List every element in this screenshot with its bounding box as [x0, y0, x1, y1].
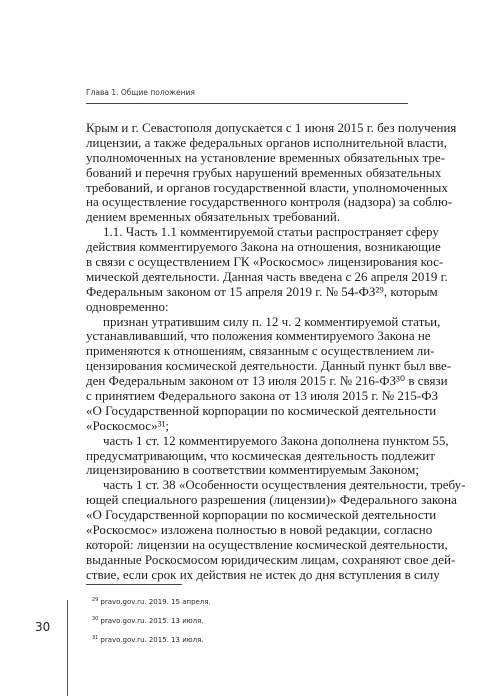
- text-line: Федеральным законом от 15 апреля 2019 г. № 54-ФЗ²⁹, которым: [86, 283, 438, 299]
- text-line: на осуществление государственного контроля (надзора) за соблю-: [86, 194, 453, 210]
- text-line: Крым и г. Севастополя допускается с 1 июня 2015 г. без получения: [86, 120, 457, 135]
- footnote-text: pravo.gov.ru. 2015. 13 июля.: [100, 636, 204, 644]
- text-line: «Роскосмос»³¹;: [86, 417, 169, 433]
- text-line: выданные Роскосмосом юридическим лицам, сохраняют свое дей-: [86, 551, 456, 567]
- text-line: которой: лицензии на осуществление космической деятельности,: [86, 536, 448, 552]
- text-line: лицензии, а также федеральных органов исполнительной власти,: [86, 134, 447, 150]
- footnote-number: 29: [92, 597, 99, 603]
- text-line: «Роскосмос» изложена полностью в новой редакции, согласно: [86, 522, 433, 538]
- page-number: 30: [35, 620, 51, 634]
- text-line: бований и перечня грубых нарушений временных обязательных: [86, 164, 442, 180]
- text-line: в связи с осуществлением ГК «Роскосмос» лицензирования кос-: [86, 254, 444, 270]
- text-line: ющей специального разрешения (лицензии)» Федерального закона: [86, 492, 457, 508]
- text-line: предусматривающим, что космическая деятельность подлежит: [86, 447, 435, 463]
- footnote-text: pravo.gov.ru. 2019. 15 апреля.: [100, 598, 211, 606]
- header-divider: [86, 103, 408, 104]
- text-line: устанавливавший, что положения комментируемого Закона не: [86, 328, 431, 344]
- body-text: [86, 120, 466, 583]
- text-line: часть 1 ст. 12 комментируемого Закона дополнена пунктом 55,: [103, 432, 449, 448]
- footnote-text: pravo.gov.ru. 2015. 13 июля.: [100, 617, 204, 625]
- footnote: [86, 632, 211, 651]
- text-line: «О Государственной корпорации по космической деятельности: [86, 507, 437, 523]
- text-line: цензирования космической деятельности. Данный пункт был вве-: [86, 358, 452, 374]
- text-line: действия комментируемого Закона на отношения, возникающие: [86, 239, 441, 255]
- running-header: Глава 1. Общие положения: [86, 88, 195, 97]
- margin-rule: [67, 600, 68, 696]
- text-line: применяются к отношениям, связанным с осуществлением ли-: [86, 343, 435, 359]
- footnote-number: 30: [92, 616, 99, 622]
- footnote: [86, 594, 211, 613]
- footnote-divider: [86, 584, 182, 585]
- text-line: часть 1 ст. 38 «Особенности осуществления деятельности, требу-: [103, 477, 466, 493]
- footnote-number: 31: [92, 635, 99, 641]
- text-line: уполномоченных на установление временных обязательных тре-: [86, 149, 445, 165]
- footnotes: [86, 594, 211, 651]
- text-line: признан утратившим силу п. 12 ч. 2 комментируемой статьи,: [103, 313, 441, 329]
- text-line: «О Государственной корпорации по космической деятельности: [86, 402, 437, 418]
- text-line: требований, и органов государственной власти, уполномоченных: [86, 179, 448, 195]
- text-line: с принятием Федерального закона от 13 июля 2015 г. № 215-ФЗ: [86, 388, 439, 404]
- text-line: ден Федеральным законом от 13 июля 2015 г. № 216-ФЗ³⁰ в связи: [86, 373, 448, 389]
- text-line: 1.1. Часть 1.1 комментируемой статьи распространяет сферу: [103, 224, 439, 240]
- footnote: [86, 613, 211, 632]
- text-line: лицензированию в соответствии комментируемым Законом;: [86, 462, 420, 478]
- text-line: мической деятельности. Данная часть введена с 26 апреля 2019 г.: [86, 268, 448, 284]
- text-line: ствие, если срок их действия не истек до дня вступления в силу: [86, 566, 440, 582]
- text-line: дением временных обязательных требований.: [86, 209, 341, 225]
- text-line: одновременно:: [86, 298, 169, 314]
